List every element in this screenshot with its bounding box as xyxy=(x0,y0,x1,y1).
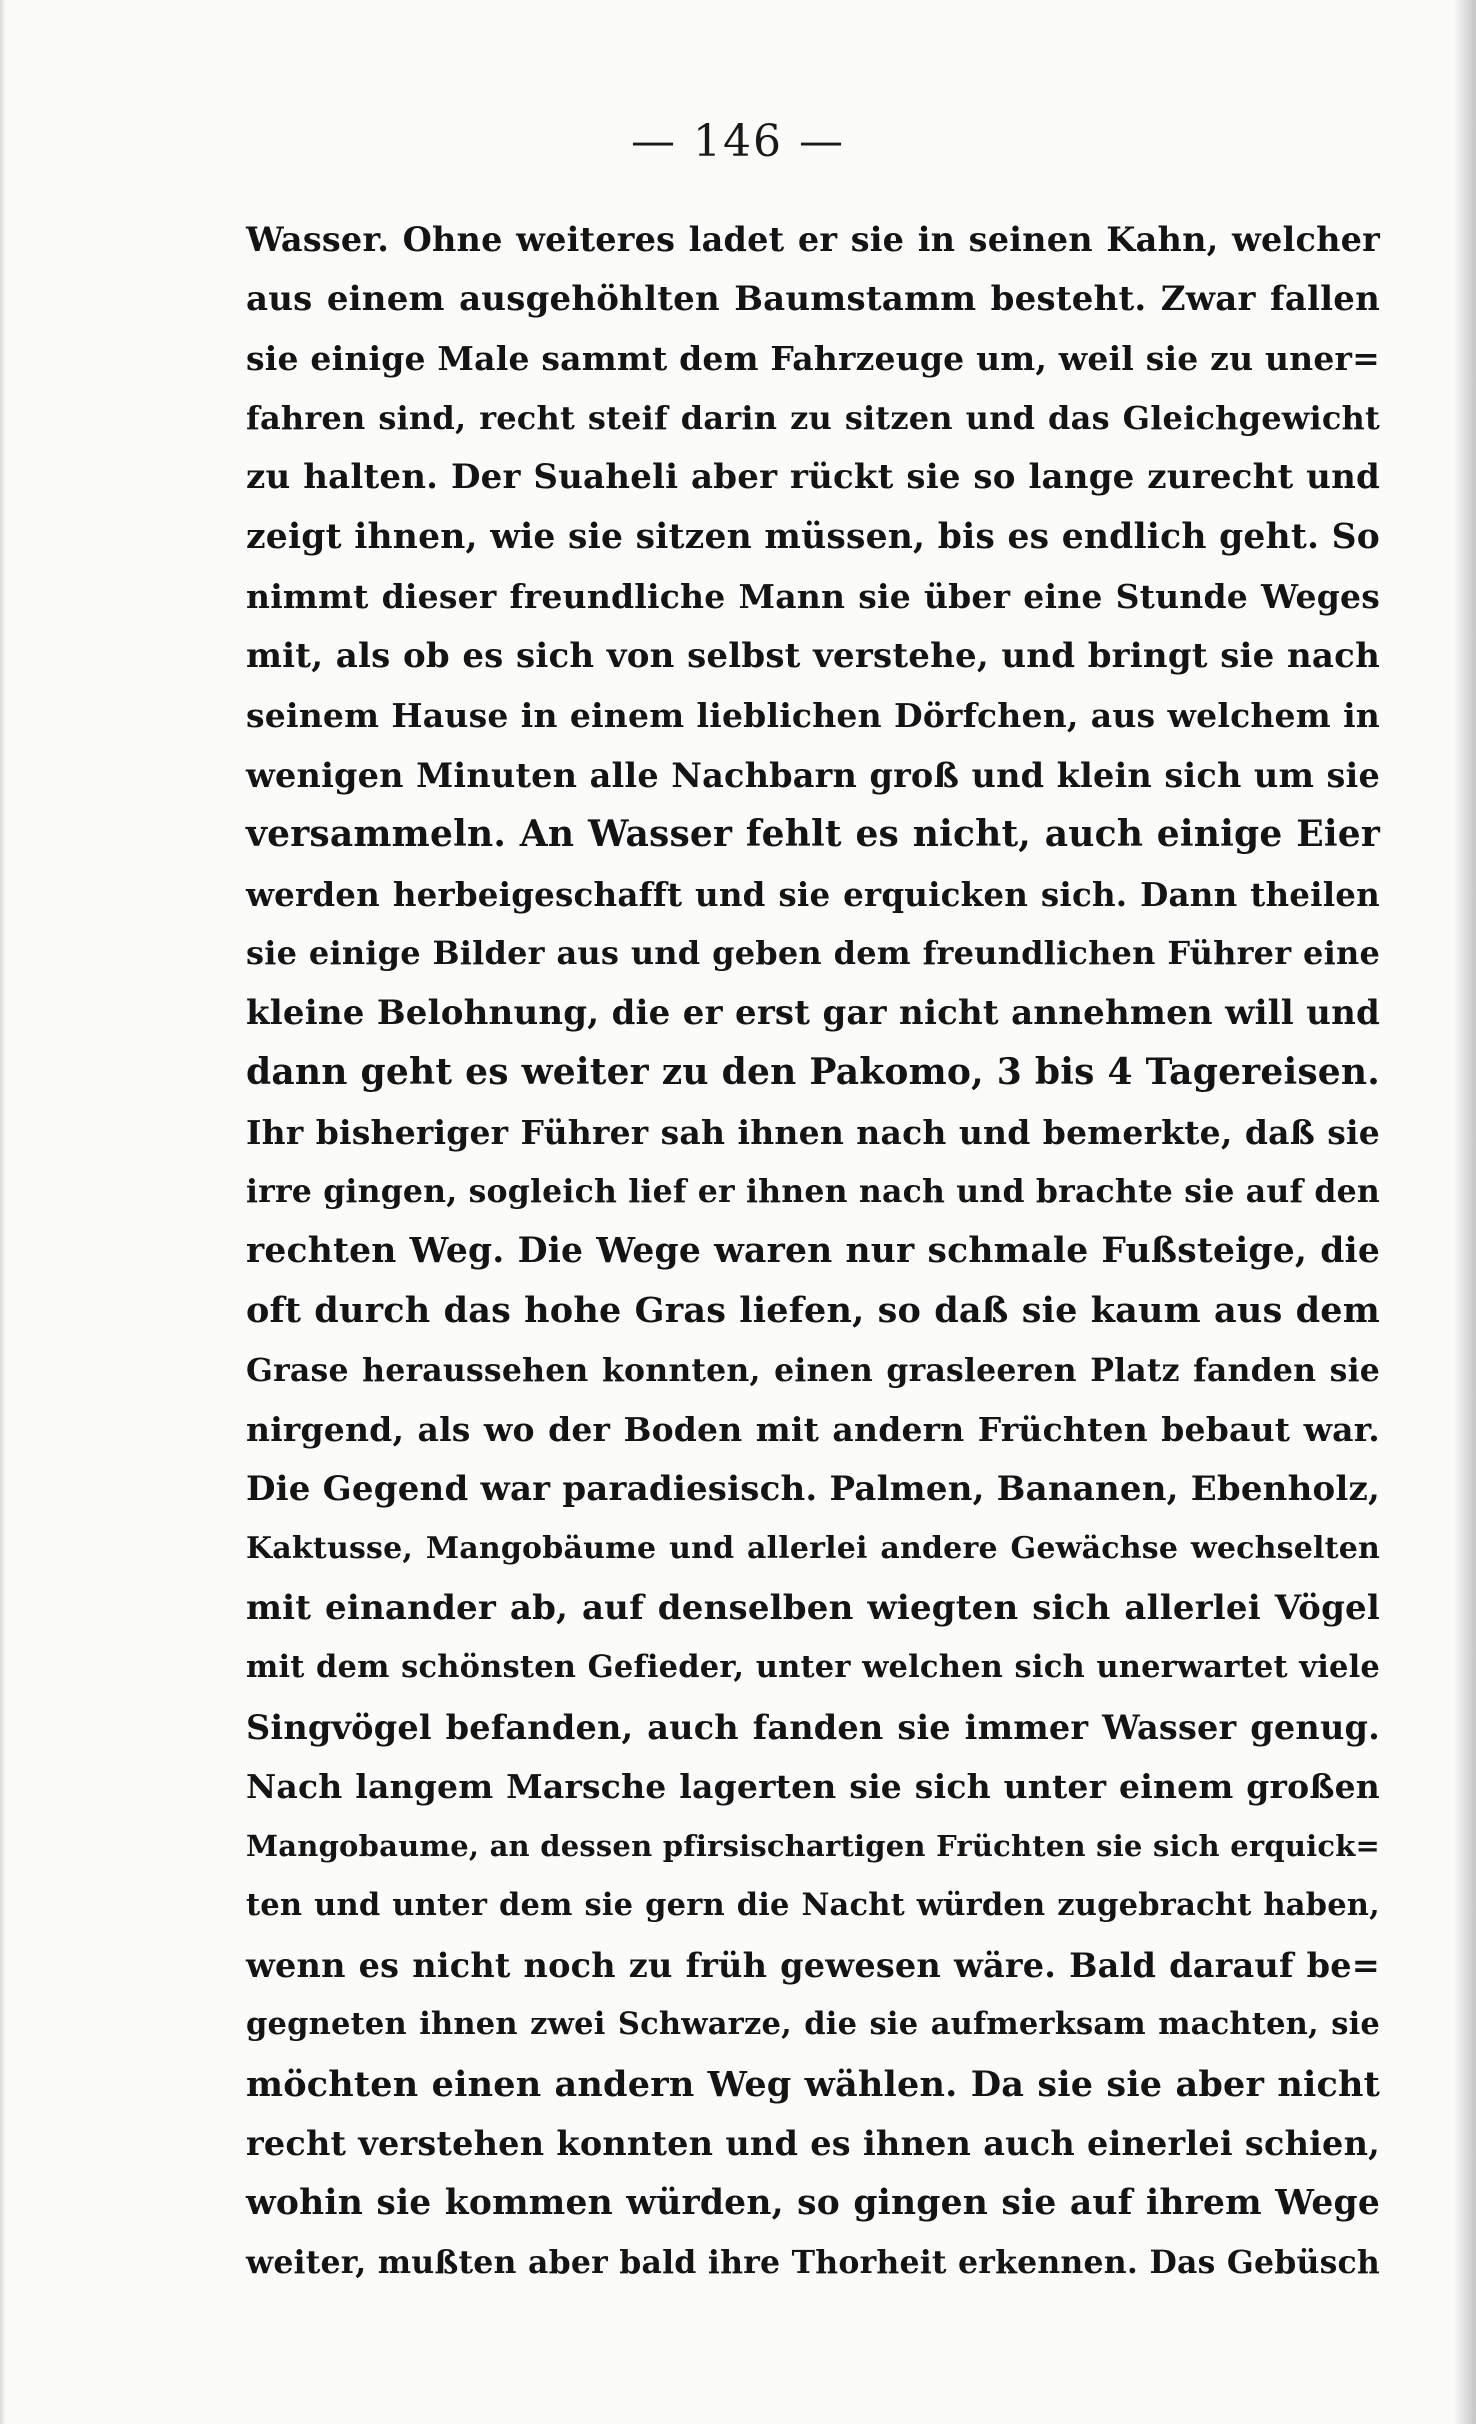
text-line: zu halten. Der Suaheli aber rückt sie so lange zurecht und xyxy=(246,457,1380,497)
text-line: Ihr bisheriger Führer sah ihnen nach und bemerkte, daß sie xyxy=(246,1112,1380,1152)
text-line: oft durch das hohe Gras liefen, so daß sie kaum aus dem xyxy=(246,1290,1380,1331)
text-line: nimmt dieser freundliche Mann sie über eine Stunde Weges xyxy=(246,577,1380,616)
text-line: mit, als ob es sich von selbst verstehe, und bringt sie nach xyxy=(246,635,1380,676)
text-line: nirgend, als wo der Boden mit andern Früchten bebaut war. xyxy=(246,1410,1380,1449)
text-line: Grase heraussehen konnten, einen grasleeren Platz fanden sie xyxy=(246,1351,1380,1389)
text-line: irre gingen, sogleich lief er ihnen nach und brachte sie auf den xyxy=(246,1173,1380,1210)
text-line: mit einander ab, auf denselben wiegten sich allerlei Vögel xyxy=(246,1587,1380,1628)
text-line: wenigen Minuten alle Nachbarn groß und klein sich um sie xyxy=(246,755,1380,795)
text-line: Mangobaume, an dessen pfirsischartigen Früchten sie sich erquick= xyxy=(246,1828,1380,1863)
text-line: Singvögel befanden, auch fanden sie immer Wasser genug. xyxy=(246,1707,1380,1747)
scan-edge-left xyxy=(0,0,6,2424)
text-line: mit dem schönsten Gefieder, unter welchen sich unerwartet viele xyxy=(246,1649,1380,1685)
text-line: dann geht es weiter zu den Pakomo, 3 bis 4 Tagereisen. xyxy=(246,1051,1380,1093)
text-line: werden herbeigeschafft und sie erquicken sich. Dann theilen xyxy=(246,874,1380,914)
text-line: wenn es nicht noch zu früh gewesen wäre. Bald darauf be= xyxy=(246,1945,1380,1985)
text-line: Wasser. Ohne weiteres ladet er sie in seinen Kahn, welcher xyxy=(246,220,1380,259)
text-line: weiter, mußten aber bald ihre Thorheit erkennen. Das Gebüsch xyxy=(246,2244,1380,2281)
text-line: versammeln. An Wasser fehlt es nicht, auch einige Eier xyxy=(246,813,1380,855)
text-line: wohin sie kommen würden, so gingen sie auf ihrem Wege xyxy=(246,2182,1380,2223)
text-line: zeigt ihnen, wie sie sitzen müssen, bis es endlich geht. So xyxy=(246,516,1380,557)
text-line: möchten einen andern Weg wählen. Da sie sie aber nicht xyxy=(246,2063,1380,2105)
text-line: sie einige Bilder aus und geben dem freundlichen Führer eine xyxy=(246,934,1380,972)
text-line: fahren sind, recht steif darin zu sitzen und das Gleichgewicht xyxy=(246,398,1380,437)
text-line: gegneten ihnen zwei Schwarze, die sie aufmerksam machten, sie xyxy=(246,2006,1380,2042)
text-line: ten und unter dem sie gern die Nacht würden zugebracht haben, xyxy=(246,1887,1380,1923)
text-line: Kaktusse, Mangobäume und allerlei andere Gewächse wechselten xyxy=(246,1531,1380,1566)
text-line: sie einige Male sammt dem Fahrzeuge um, weil sie zu uner= xyxy=(246,339,1380,378)
text-line: rechten Weg. Die Wege waren nur schmale Fußsteige, die xyxy=(246,1230,1380,1271)
text-line: recht verstehen konnten und es ihnen auch einerlei schien, xyxy=(246,2124,1380,2163)
page-number-header: — 146 — xyxy=(631,116,845,167)
text-line: seinem Hause in einem lieblichen Dörfchen, aus welchem in xyxy=(246,696,1380,735)
body-text xyxy=(246,210,1380,2293)
text-line: aus einem ausgehöhlten Baumstamm besteht. Zwar fallen xyxy=(246,278,1380,319)
text-line: Nach langem Marsche lagerten sie sich unter einem großen xyxy=(246,1767,1380,1806)
text-line: Die Gegend war paradiesisch. Palmen, Bananen, Ebenholz, xyxy=(246,1468,1381,1509)
text-line: kleine Belohnung, die er erst gar nicht annehmen will und xyxy=(246,992,1380,1033)
scan-edge-right xyxy=(1454,0,1476,2424)
